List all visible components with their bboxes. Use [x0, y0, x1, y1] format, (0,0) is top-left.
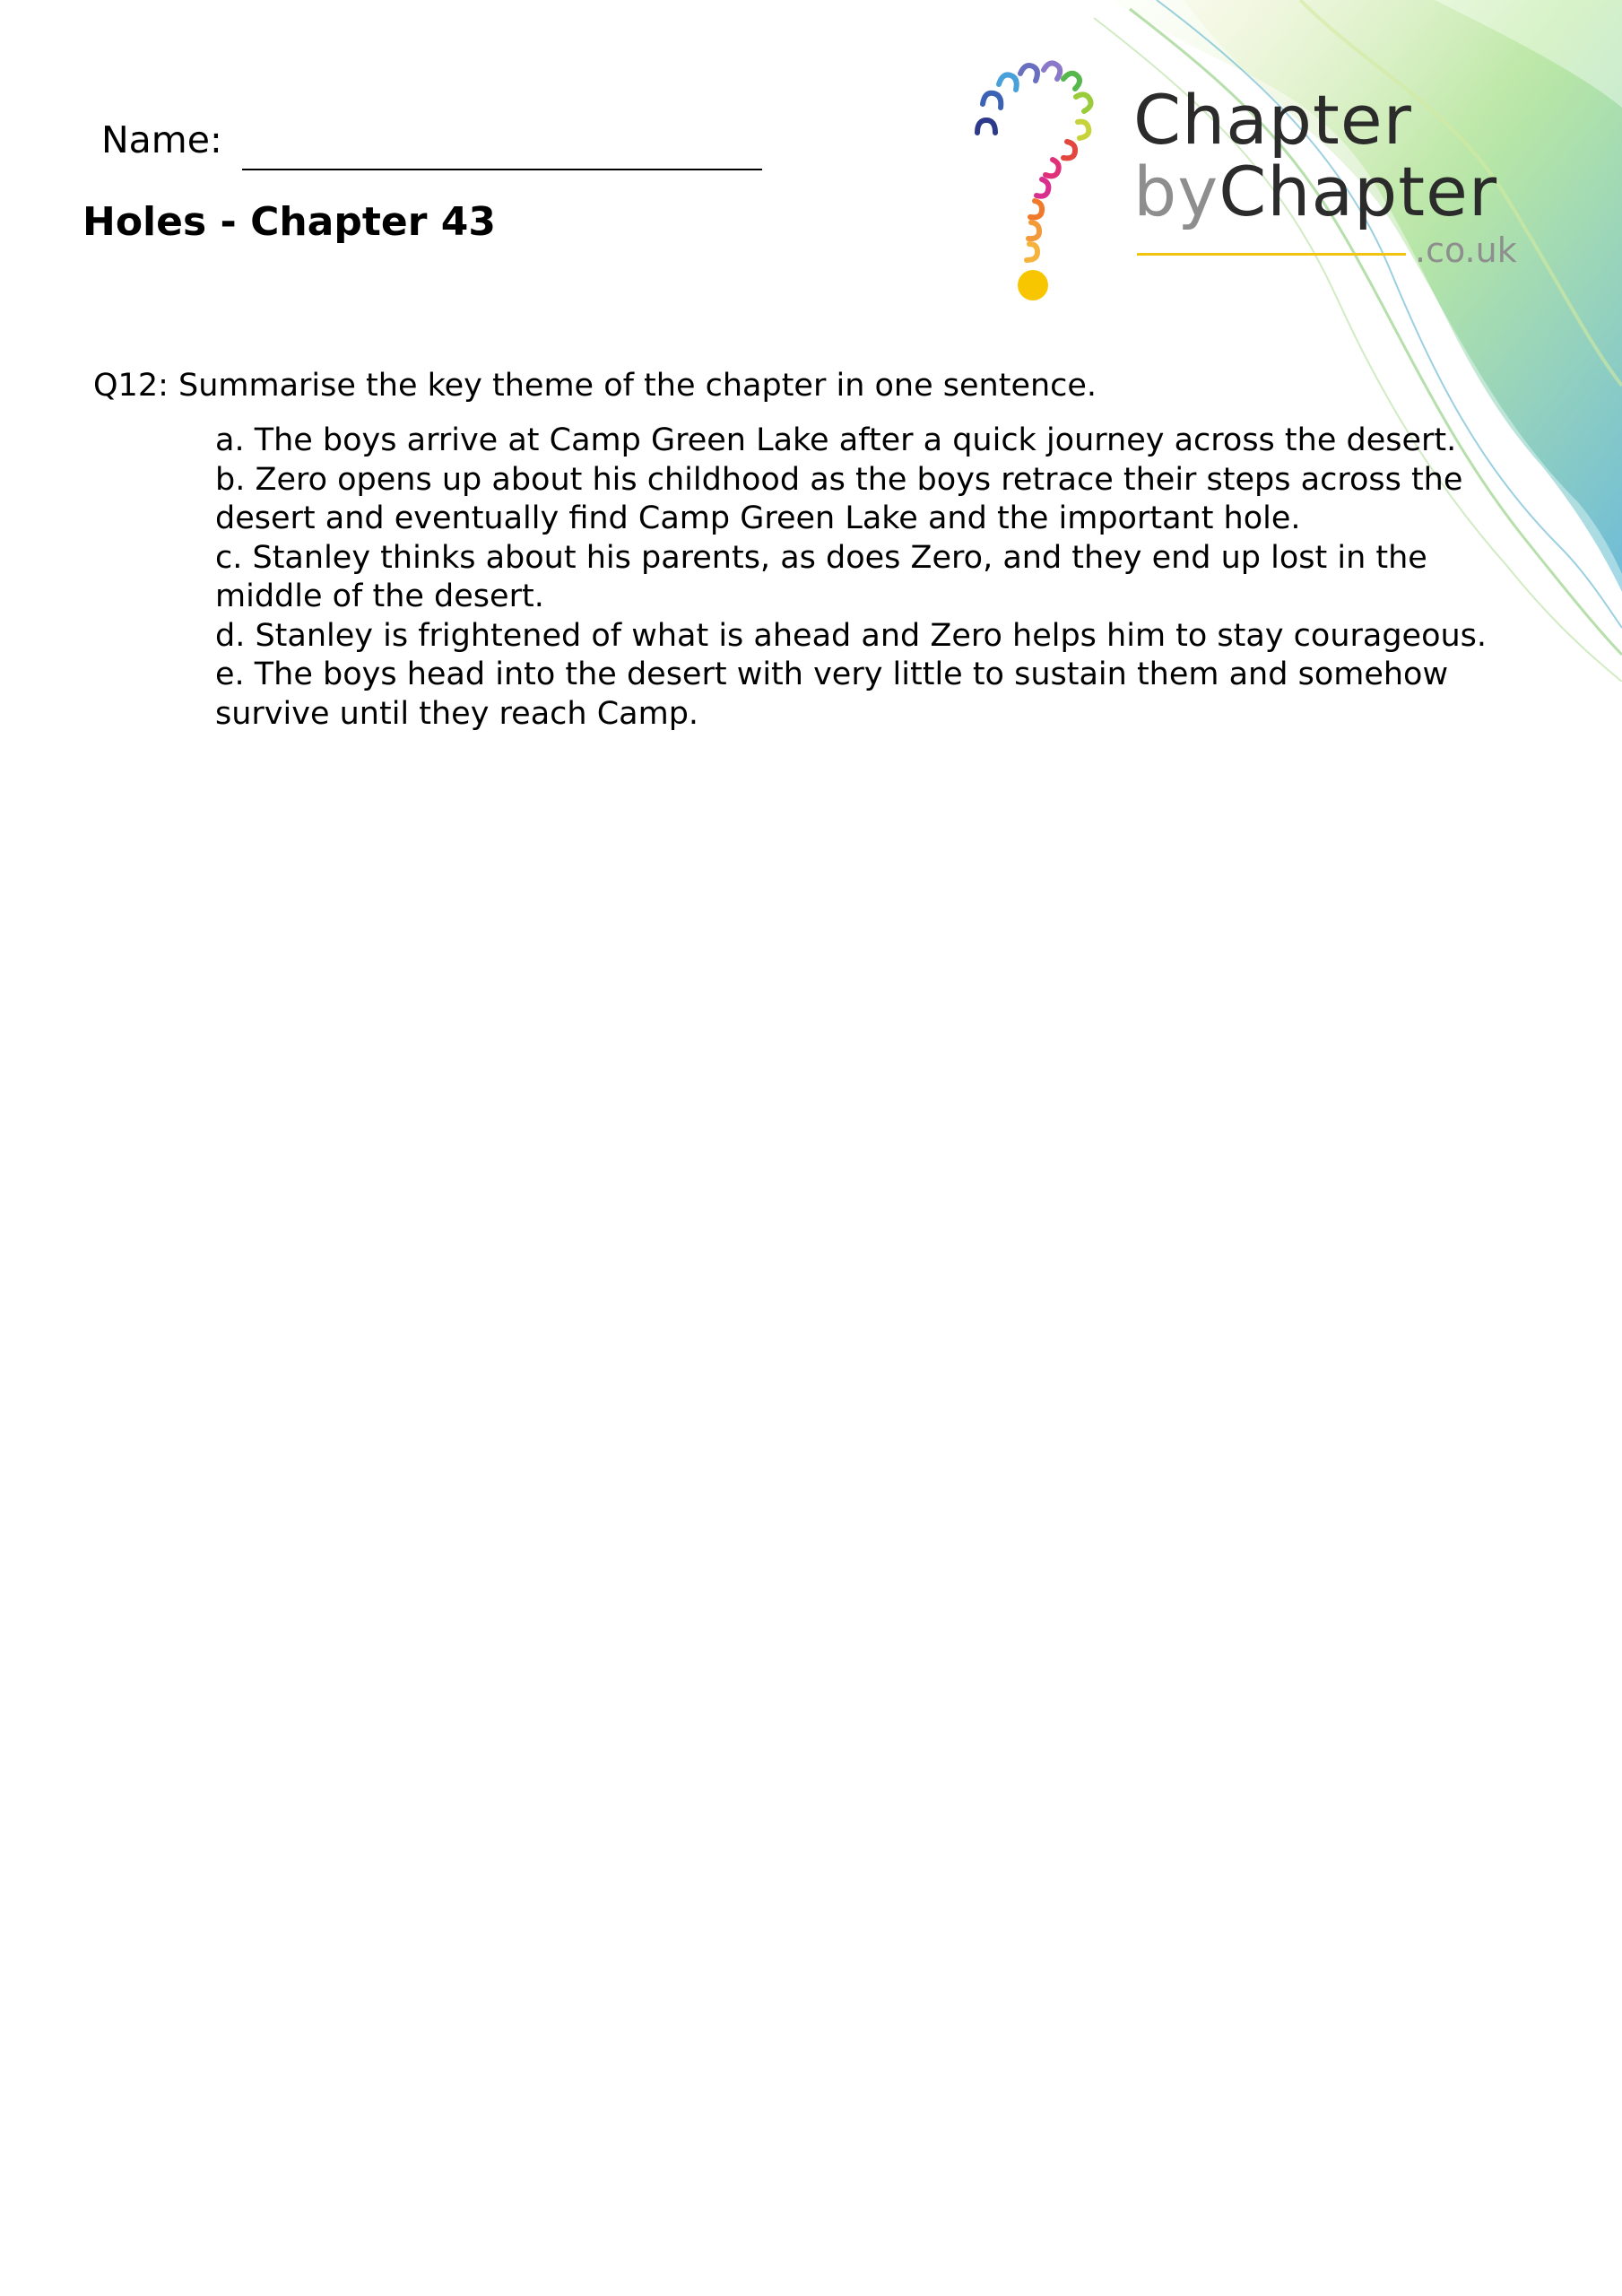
name-write-line[interactable]	[242, 169, 762, 170]
name-field-row	[101, 118, 762, 161]
question-prompt: Q12: Summarise the key theme of the chapter in one sentence.	[93, 368, 1097, 404]
chapter-by-chapter-logo	[967, 54, 1558, 314]
answer-options	[215, 422, 1542, 734]
answer-option-c[interactable]: c. Stanley thinks about his parents, as does Zero, and they end up lost in the middle of the desert.	[215, 539, 1427, 614]
logo-underline	[1137, 253, 1406, 256]
logo-word-bychapter	[1133, 152, 1498, 231]
answer-option-a[interactable]: a. The boys arrive at Camp Green Lake after a quick journey across the desert.	[215, 422, 1457, 458]
logo-word-chapter: Chapter	[1133, 80, 1412, 160]
question-mark-books-icon	[967, 54, 1119, 314]
logo-word-by: by	[1133, 152, 1219, 231]
answer-option-d[interactable]: d. Stanley is frightened of what is ahead and Zero helps him to stay courageous.	[215, 617, 1488, 654]
name-label: Name:	[101, 118, 222, 161]
logo-domain: .co.uk	[1415, 230, 1517, 270]
page-title: Holes - Chapter 43	[82, 199, 496, 245]
answer-option-b[interactable]: b. Zero opens up about his childhood as the boys retrace their steps across the desert and eventually find Camp Green Lake and the important hole.	[215, 461, 1463, 536]
logo-word-chapter-2: Chapter	[1219, 152, 1498, 231]
answer-option-e[interactable]: e. The boys head into the desert with very little to sustain them and somehow survive until they reach Camp.	[215, 657, 1449, 732]
